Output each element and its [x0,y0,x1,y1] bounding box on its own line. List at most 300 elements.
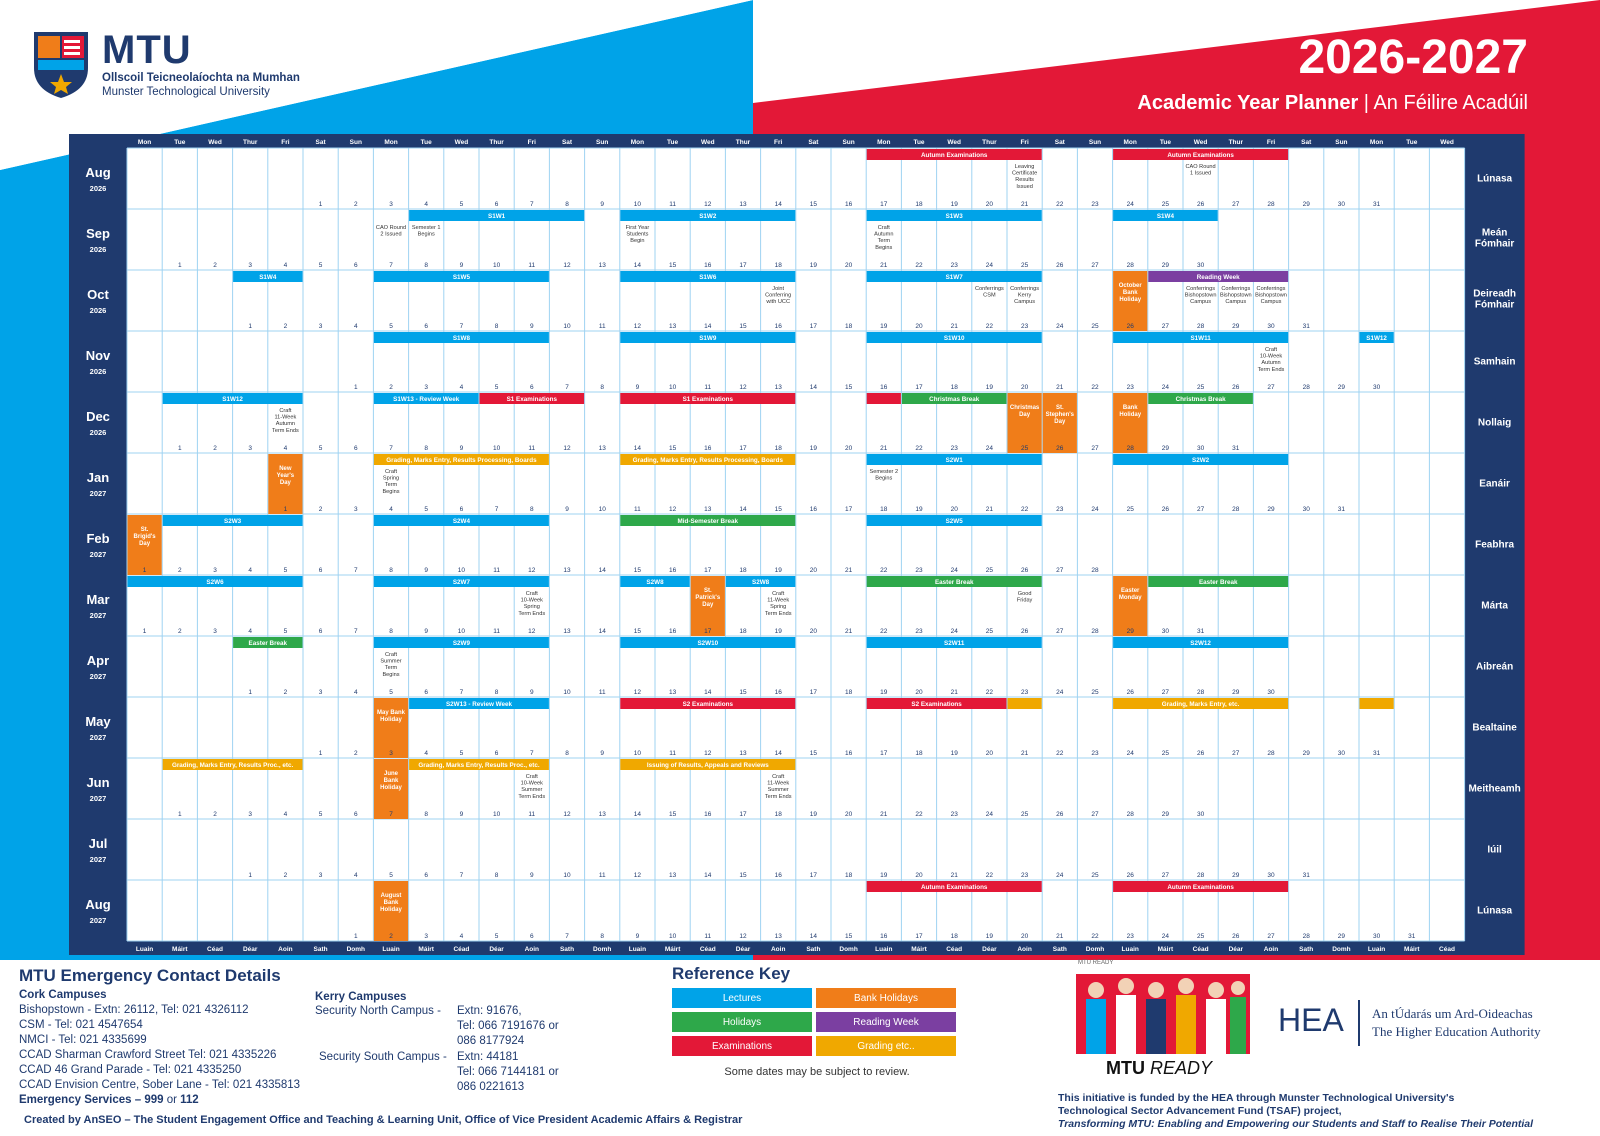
key-bank-holidays: Bank Holidays [816,988,956,1008]
day-number: 7 [494,506,499,513]
bank-holiday-label: St. Brigid's Day [133,527,156,547]
day-number: 19 [809,811,818,818]
calendar-note: Conferrings Kerry Campus [1010,286,1040,306]
day-number: 14 [598,628,606,635]
day-header: Mon [384,139,398,146]
day-number: 30 [1267,323,1275,330]
day-number: 24 [1056,323,1064,330]
day-header: Fri [1020,139,1029,146]
day-number: 20 [844,262,853,269]
day-number: 13 [563,567,571,574]
day-number: 13 [668,872,677,879]
hea-acronym: HEA [1278,1002,1344,1038]
day-number: 5 [389,872,393,879]
day-number: 21 [1020,750,1029,757]
day-number: 27 [1267,384,1275,391]
day-number: 2 [389,384,393,391]
day-number: 23 [950,262,958,269]
day-number: 10 [492,262,501,269]
day-number: 25 [1161,750,1170,757]
day-number: 13 [774,384,782,391]
month-label: May [85,714,111,729]
day-number: 18 [950,384,958,391]
day-number: 4 [459,933,464,940]
bank-holiday-label: October Bank Holiday [1118,283,1142,303]
mtu-ready-illustration [1076,966,1250,1056]
day-number: 23 [1020,689,1029,696]
day-footer: Máirt [418,946,434,953]
day-footer: Luain [875,946,893,953]
day-number: 30 [1196,445,1205,452]
month-year: 2026 [89,428,107,437]
day-number: 8 [424,811,429,818]
month-label: Dec [86,409,110,424]
day-number: 20 [1020,933,1029,940]
day-number: 7 [389,445,393,452]
day-number: 9 [424,567,429,574]
day-footer: Déar [735,946,751,953]
day-number: 14 [704,323,712,330]
month-label: Nov [85,348,111,363]
day-number: 17 [704,567,712,574]
day-number: 25 [1091,872,1099,879]
day-number: 5 [283,628,288,635]
day-header: Sun [1088,139,1102,146]
day-number: 18 [844,872,853,879]
day-number: 10 [563,689,571,696]
day-number: 23 [1056,506,1064,513]
day-number: 1 [353,933,358,940]
period-bar-label: S1W12 [222,396,243,404]
day-number: 17 [739,811,747,818]
calendar-note: Leaving Certificate Results Issued [1012,164,1038,190]
day-number: 11 [528,445,536,452]
day-number: 20 [1020,384,1029,391]
day-number: 28 [1302,933,1310,940]
day-footer: Domh [346,946,366,953]
period-bar-label: S2W1 [945,457,963,465]
kerry-south-label: Security South Campus - [319,1051,447,1063]
day-footer: Luain [135,946,154,953]
period-bar-label: Grading, Marks Entry, Results Processing, Boards [632,457,783,465]
day-number: 14 [774,750,782,757]
day-footer: Máirt [911,946,927,953]
contact-line: Tel: 066 7191676 or [457,1020,559,1032]
day-number: 12 [563,445,571,452]
day-number: 25 [985,628,994,635]
day-number: 30 [1302,506,1310,513]
month-irish: Deireadh Fómhair [1473,288,1516,311]
day-header: Tue [174,139,186,146]
day-number: 18 [739,567,747,574]
day-number: 20 [950,506,958,513]
day-header: Sat [808,139,819,146]
day-number: 29 [1337,384,1346,391]
day-footer: Luain [1367,946,1386,953]
day-number: 14 [704,872,712,879]
day-number: 8 [424,262,429,269]
period-bar-label: S1W1 [488,213,506,221]
period-bar-label: S2W7 [452,579,470,587]
day-header: Fri [1266,139,1276,146]
day-number: 3 [353,506,358,513]
day-number: 22 [915,262,923,269]
contact-line: NMCI - Tel: 021 4335699 [19,1034,147,1046]
bank-holiday-block [1113,576,1147,636]
day-number: 31 [1337,506,1346,513]
day-number: 22 [985,872,994,879]
day-number: 27 [1196,506,1205,513]
day-number: 3 [318,323,323,330]
kerry-north-numbers [457,1004,559,1049]
day-footer: Céad [1192,946,1209,953]
day-number: 24 [1126,201,1134,208]
month-irish: Lúnasa [1477,905,1513,917]
day-number: 23 [1126,384,1134,391]
day-number: 8 [494,689,499,696]
day-number: 15 [633,628,642,635]
month-label: Oct [87,287,109,302]
day-number: 16 [844,750,853,757]
day-header: Sat [315,139,326,146]
contact-line: CCAD Envision Centre, Sober Lane - Tel: 021 4335813 [19,1079,301,1091]
day-number: 2 [283,872,288,879]
day-number: 17 [844,506,853,513]
day-number: 24 [950,628,958,635]
day-number: 12 [633,323,642,330]
month-irish: Eanáir [1479,478,1510,490]
day-number: 12 [668,506,677,513]
day-number: 23 [915,628,923,635]
day-number: 19 [985,384,994,391]
day-number: 5 [389,689,393,696]
day-number: 2 [283,323,288,330]
day-number: 20 [915,689,923,696]
day-number: 19 [809,445,818,452]
bank-holiday-label: St. Patrick's Day [695,588,721,608]
day-number: 9 [459,262,464,269]
day-number: 19 [774,567,782,574]
day-number: 22 [1091,384,1099,391]
funding-line-3: Transforming MTU: Enabling and Empowering our Students and Staff to Realise Their Potential [1058,1118,1534,1130]
day-number: 5 [494,933,499,940]
day-number: 6 [494,750,499,757]
month-irish: Márta [1481,600,1508,612]
day-footer: Sath [313,946,328,953]
bank-holiday-label: Easter Monday [1118,588,1142,601]
day-number: 16 [844,201,853,208]
period-bar-label: S1W3 [945,213,963,221]
period-bar-label: S2W6 [206,579,224,587]
day-number: 5 [459,750,464,757]
page-title: 2026-2027 [1298,31,1528,84]
kerry-title: Kerry Campuses [315,991,407,1003]
period-bar-label: S1W9 [699,335,717,343]
day-number: 16 [704,445,712,452]
day-number: 15 [809,750,818,757]
day-number: 11 [704,384,712,391]
day-number: 22 [1056,201,1064,208]
day-number: 20 [985,201,994,208]
day-number: 21 [844,628,853,635]
day-footer: Déar [489,946,504,953]
kerry-north-label: Security North Campus - [315,1005,441,1017]
period-bar-label: Grading, Marks Entry, Results Processing, Boards [386,457,537,465]
day-number: 16 [668,567,677,574]
period-bar-label: S2W4 [452,518,470,526]
day-header: Wed [947,139,962,146]
emergency-line [19,1093,300,1108]
day-header: Thur [735,139,751,146]
day-number: 4 [389,506,393,513]
calendar-note: Craft Spring Term Begins [382,469,400,495]
day-number: 29 [1232,689,1240,696]
day-number: 13 [668,323,677,330]
day-number: 4 [248,628,253,635]
day-number: 4 [283,262,288,269]
day-number: 17 [915,384,923,391]
day-number: 5 [459,201,464,208]
day-number: 20 [809,567,818,574]
mtu-ready-graphic [1076,960,1250,1080]
day-number: 26 [1126,872,1134,879]
day-number: 23 [1091,201,1099,208]
day-number: 27 [1161,323,1170,330]
day-number: 7 [389,811,393,818]
contact-line: Extn: 44181 [457,1051,519,1063]
reference-key-title: Reference Key [672,964,791,983]
logo-subtitle-irish: Ollscoil Teicneolaíochta na Mumhan [102,72,300,84]
bank-holiday-label: New Year's Day [276,466,295,486]
day-number: 5 [318,811,323,818]
period-bar-label: S1W6 [699,274,717,282]
kerry-contacts [315,990,406,1005]
day-number: 30 [1372,384,1381,391]
day-header: Mon [1369,139,1384,146]
period-bar-label: S2W9 [452,640,470,648]
period-bar [1008,698,1042,709]
day-number: 6 [424,323,429,330]
calendar-note: Craft 11-Week Autumn Term Ends [272,408,299,434]
calendar-note: Craft Autumn Term Begins [874,225,894,251]
day-number: 14 [598,567,606,574]
day-number: 21 [1020,201,1029,208]
day-number: 2 [213,445,217,452]
day-number: 3 [318,689,323,696]
day-number: 8 [494,872,499,879]
day-number: 12 [739,384,747,391]
month-irish: Meitheamh [1468,783,1521,795]
day-number: 18 [950,933,958,940]
day-number: 2 [177,567,182,574]
day-number: 8 [565,750,569,757]
day-number: 17 [880,201,888,208]
day-number: 31 [1372,201,1381,208]
period-bar-label: Autumn Examinations [920,152,988,160]
day-number: 10 [492,811,501,818]
day-number: 14 [739,506,747,513]
day-number: 6 [459,506,464,513]
day-number: 17 [880,750,888,757]
hea-divider [1358,1000,1360,1046]
day-number: 15 [844,933,853,940]
day-number: 7 [459,872,464,879]
period-bar-label: S2W8 [752,579,770,587]
day-header: Fri [527,139,536,146]
day-footer: Domh [1085,946,1105,953]
day-number: 28 [1196,872,1205,879]
day-number: 24 [1056,872,1064,879]
day-number: 29 [1161,445,1170,452]
mtu-ready-brand: MTU [1106,1058,1145,1078]
day-number: 11 [598,872,606,879]
bank-holiday-label: Christmas Day [1009,405,1040,418]
period-bar-label: S1 Examinations [682,396,734,404]
calendar-note: Craft Summer Term Begins [380,652,402,678]
day-number: 12 [563,262,571,269]
day-number: 11 [493,567,500,574]
day-number: 10 [598,506,606,513]
period-bar-label: S1W10 [943,335,965,343]
bank-holiday-label: June Bank Holiday [380,771,402,791]
period-bar-label: Easter Break [934,579,974,587]
day-number: 9 [459,811,464,818]
day-number: 3 [213,567,217,574]
day-number: 19 [809,262,818,269]
day-number: 20 [844,811,853,818]
day-footer: Aoin [770,946,786,953]
day-header: Tue [1159,139,1171,146]
day-footer: Sath [1052,946,1067,953]
day-number: 13 [598,262,606,269]
day-number: 30 [1372,933,1381,940]
contact-line: Extn: 91676, [457,1005,522,1017]
period-bar-label: Grading, Marks Entry, etc. [1161,701,1240,709]
day-number: 8 [389,567,393,574]
day-number: 8 [600,933,605,940]
day-number: 2 [353,750,358,757]
day-number: 6 [353,262,358,269]
day-header: Sat [1054,139,1065,146]
day-number: 29 [1302,750,1310,757]
day-footer: Sath [559,946,575,953]
day-number: 7 [529,201,534,208]
day-number: 21 [950,689,958,696]
day-number: 18 [774,811,782,818]
day-footer: Luain [628,946,647,953]
day-number: 25 [1126,506,1134,513]
period-bar-label: S2 Examinations [682,701,734,709]
day-number: 4 [283,445,288,452]
reference-key [672,964,962,1078]
day-number: 17 [739,262,747,269]
contact-line: Tel: 066 7144181 or [457,1066,559,1078]
day-footer: Aoin [1017,946,1032,953]
period-bar-label: Easter Break [1198,579,1238,587]
day-number: 9 [635,384,640,391]
mtu-ready-word: READY [1150,1058,1213,1078]
day-number: 15 [844,384,853,391]
calendar-note: Craft 10-Week Spring Term Ends [518,591,546,617]
day-number: 17 [704,628,712,635]
day-number: 26 [1161,506,1170,513]
day-number: 18 [844,323,853,330]
day-number: 22 [880,628,888,635]
day-number: 19 [950,201,958,208]
day-number: 28 [1267,201,1275,208]
day-number: 27 [1056,567,1064,574]
day-number: 10 [633,750,642,757]
period-bar-label: S1 Examinations [506,396,558,404]
day-number: 24 [1161,933,1170,940]
calendar-note: Craft 11-Week Summer Term Ends [764,774,792,800]
day-header: Thur [982,139,997,146]
day-number: 16 [809,506,818,513]
day-number: 14 [704,689,712,696]
day-number: 3 [389,201,393,208]
day-number: 11 [669,201,676,208]
day-number: 19 [880,323,888,330]
month-label: Jul [88,836,108,851]
day-number: 27 [1232,201,1240,208]
kerry-south-numbers [457,1050,559,1095]
day-number: 28 [1126,445,1134,452]
day-number: 31 [1408,933,1416,940]
day-number: 19 [880,872,888,879]
day-number: 7 [529,750,534,757]
day-number: 6 [424,872,429,879]
day-number: 12 [563,811,571,818]
day-header: Wed [700,139,715,146]
day-header: Sat [561,139,573,146]
day-number: 13 [704,506,712,513]
day-number: 21 [1056,933,1064,940]
day-number: 11 [528,811,536,818]
day-number: 5 [318,445,323,452]
day-number: 2 [389,933,393,940]
day-number: 4 [353,689,358,696]
day-number: 1 [248,689,253,696]
period-bar-label: S1W4 [1156,213,1174,221]
cork-title: Cork Campuses [19,989,107,1001]
day-number: 15 [809,201,818,208]
day-header: Tue [667,139,679,146]
day-number: 21 [880,262,888,269]
day-number: 29 [1302,201,1310,208]
contact-line: 086 8177924 [457,1035,525,1047]
day-header: Tue [420,139,432,146]
day-number: 18 [774,262,782,269]
day-number: 7 [353,567,358,574]
month-irish: Feabhra [1475,539,1515,551]
day-number: 30 [1337,750,1346,757]
month-label: Aug [85,897,111,912]
month-irish: Meán Fómhair [1474,227,1515,250]
day-number: 25 [1196,933,1205,940]
day-number: 10 [457,628,466,635]
day-number: 9 [600,750,605,757]
credits-text: Created by AnSEO – The Student Engagement Office and Teaching & Learning Unit, Office of Vice President Academic Affairs & Registrar [24,1114,743,1126]
day-number: 30 [1267,689,1275,696]
day-number: 19 [985,933,994,940]
period-bar-label: S1W7 [945,274,963,282]
day-number: 29 [1267,506,1275,513]
day-number: 30 [1196,811,1205,818]
month-year: 2027 [89,672,107,681]
day-number: 10 [457,567,466,574]
day-number: 11 [528,262,536,269]
day-number: 5 [318,262,323,269]
